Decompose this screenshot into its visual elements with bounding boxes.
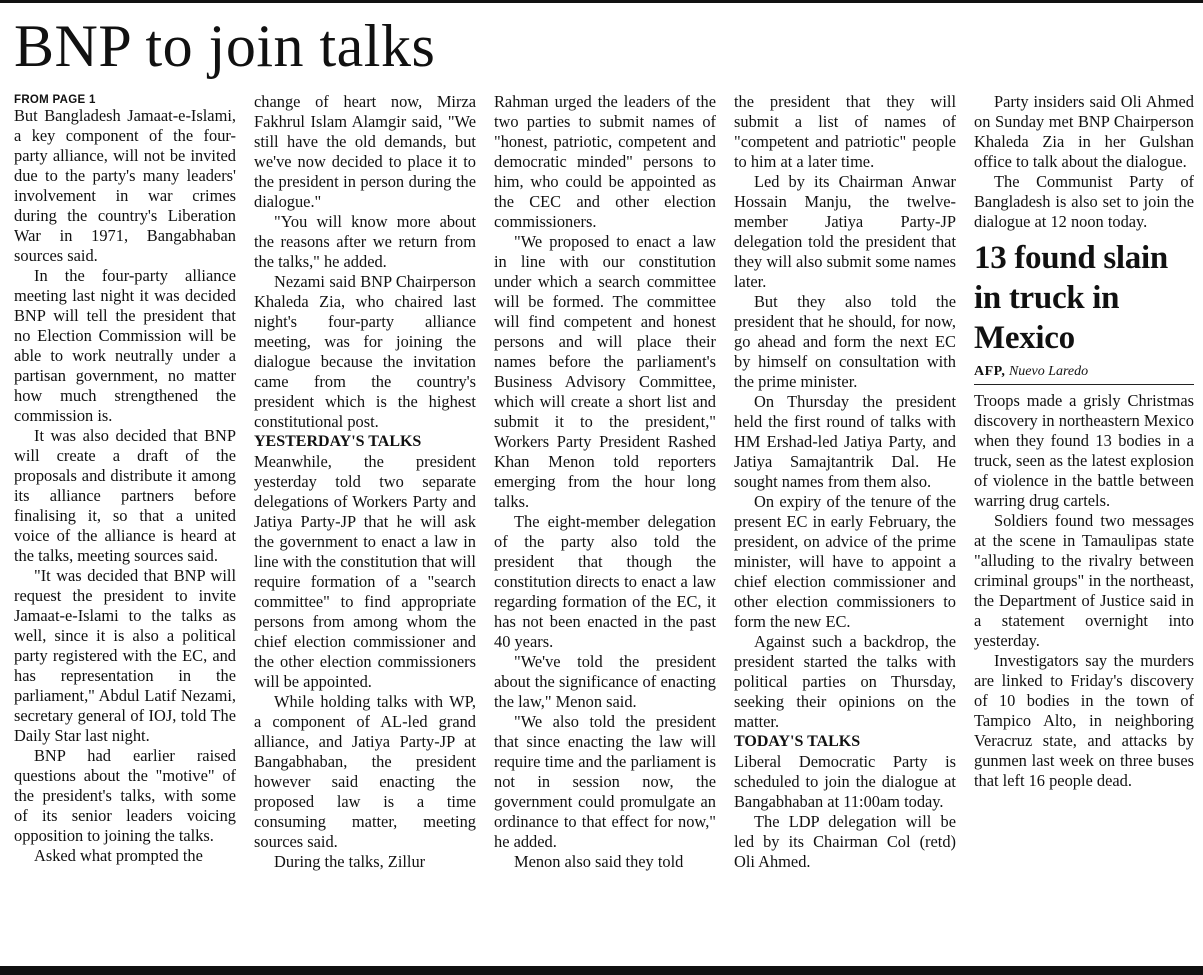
paragraph: BNP had earlier raised questions about the "motive" of the president's talks, with some of its senior leaders voicing opposition to joining the talks. — [14, 746, 236, 845]
paragraph: Nezami said BNP Chairperson Khaleda Zia, who chaired last night's four-party alliance meeting, was for joining the dialogue because the invitation came from the country's president which is the highest constitutional post. — [254, 272, 476, 431]
paragraph: Soldiers found two messages at the scene in Tamaulipas state "alluding to the rivalry between criminal groups" in the northeast, the Department of Justice said in a statement overnight into yesterday. — [974, 511, 1194, 650]
paragraph: Asked what prompted the — [34, 846, 203, 865]
paragraph: the president that they will submit a list of names of "competent and patriotic" people to him at a later time. — [734, 92, 956, 171]
paragraph: On Thursday the president held the first round of talks with HM Ershad-led Jatiya Party, and Jatiya Samajtantrik Dal. He sought names from them also. — [734, 392, 956, 491]
subhead-todays-talks: TODAY'S TALKS — [734, 733, 861, 750]
byline — [974, 362, 1194, 385]
kicker: FROM PAGE 1 — [14, 94, 96, 106]
column-5 — [974, 92, 1194, 966]
paragraph: "It was decided that BNP will request the president to invite Jamaat-e-Islami to the talks as well, since it is also a political party registered with the EC, and has representation in the parliament," Abdul Latif Nezami, secretary general of IOJ, told The Daily Star last night. — [14, 566, 236, 745]
paragraph: "We also told the president that since enacting the law will require time and the parliament is not in session now, the government could promulgate an ordinance to that effect for now," he added. — [494, 712, 716, 851]
subhead-yesterdays-talks: YESTERDAY'S TALKS — [254, 433, 422, 450]
main-headline: BNP to join talks — [14, 13, 436, 79]
paragraph: Led by its Chairman Anwar Hossain Manju, the twelve-member Jatiya Party-JP delegation told the president that they will also submit some names later. — [734, 172, 956, 291]
paragraph: But they also told the president that he should, for now, go ahead and form the next EC by himself on consultation with the prime minister. — [734, 292, 956, 391]
paragraph: Against such a backdrop, the president started the talks with political parties on Thursday, seeking their opinions on the matter. — [734, 632, 956, 731]
paragraph: Menon also said they told — [514, 852, 684, 871]
paragraph: change of heart now, Mirza Fakhrul Islam Alamgir said, "We still have the old demands, but we've now decided to place it to the president in person during the dialogue." — [254, 92, 476, 211]
paragraph: The LDP delegation will be led by its Chairman Col (retd) Oli Ahmed. — [734, 812, 956, 871]
column-4 — [734, 92, 956, 966]
second-headline: 13 found slain in truck in Mexico — [974, 240, 1168, 356]
paragraph: It was also decided that BNP will create a draft of the proposals and distribute it among its alliance partners before finalising it, so that a united voice of the alliance is heard at the talks, meeting sources said. — [14, 426, 236, 565]
paragraph: "You will know more about the reasons after we return from the talks," he added. — [254, 212, 476, 271]
column-1 — [14, 92, 236, 966]
paragraph: On expiry of the tenure of the present EC in early February, the president, on advice of the prime minister, will have to appoint a chief election commissioner and other election commissioners to form the new EC. — [734, 492, 956, 631]
paragraph: "We've told the president about the significance of enacting the law," Menon said. — [494, 652, 716, 711]
paragraph: Investigators say the murders are linked to Friday's discovery of 10 bodies in the town of Tampico Alto, in neighboring Veracruz state, and attacks by gunmen last week on three buses that left 16 people dead. — [974, 651, 1194, 790]
paragraph: The Communist Party of Bangladesh is also set to join the dialogue at 12 noon today. — [974, 172, 1194, 231]
paragraph: Meanwhile, the president yesterday told two separate delegations of Workers Party and Jatiya Party-JP that he will ask the government to enact a law in line with the constitution that will require formation of a "search committee" to find appropriate persons from among whom the chief election commissioner and the other election commissioners will be appointed. — [254, 452, 476, 691]
paragraph: The eight-member delegation of the party also told the president that though the constitution directs to enact a law regarding formation of the EC, it has not been enacted in the past 40 years. — [494, 512, 716, 651]
byline-agency: AFP, — [974, 364, 1006, 379]
paragraph: But Bangladesh Jamaat-e-Islami, a key component of the four-party alliance, will not be invited due to the party's many leaders' involvement in war crimes during the country's Liberation War in 1971, Bangabhaban sources said. — [14, 106, 236, 265]
top-rule — [0, 0, 1203, 3]
column-2 — [254, 92, 476, 966]
paragraph: While holding talks with WP, a component of AL-led grand alliance, and Jatiya Party-JP at Bangabhaban, the president however said enacting the proposed law is a time consuming matter, meeting sources said. — [254, 692, 476, 851]
byline-place: Nuevo Laredo — [1008, 364, 1089, 379]
paragraph: Liberal Democratic Party is scheduled to join the dialogue at Bangabhaban at 11:00am today. — [734, 752, 956, 811]
paragraph: In the four-party alliance meeting last night it was decided BNP will tell the president that no Election Commission will be able to work neutrally under a partisan government, no matter how much strengthened the commission is. — [14, 266, 236, 425]
paragraph: During the talks, Zillur — [274, 852, 426, 871]
column-3 — [494, 92, 716, 966]
bottom-rule — [0, 966, 1203, 975]
paragraph: Troops made a grisly Christmas discovery in northeastern Mexico when they found 13 bodies in a truck, seen as the latest explosion of violence in the battle between warring drug cartels. — [974, 391, 1194, 510]
paragraph: "We proposed to enact a law in line with our constitution under which a search committee will be formed. The committee will find competent and honest persons and will place their names before the parliament's Business Advisory Committee, which will create a short list and submit it to the president," Workers Party President Rashed Khan Menon told reporters emerging from the hour long talks. — [494, 232, 716, 511]
paragraph: Rahman urged the leaders of the two parties to submit names of "honest, patriotic, competent and democratic minded" persons to him, who could be appointed as the CEC and other election commissioners. — [494, 92, 716, 231]
paragraph: Party insiders said Oli Ahmed on Sunday met BNP Chairperson Khaleda Zia in her Gulshan office to talk about the dialogue. — [974, 92, 1194, 171]
